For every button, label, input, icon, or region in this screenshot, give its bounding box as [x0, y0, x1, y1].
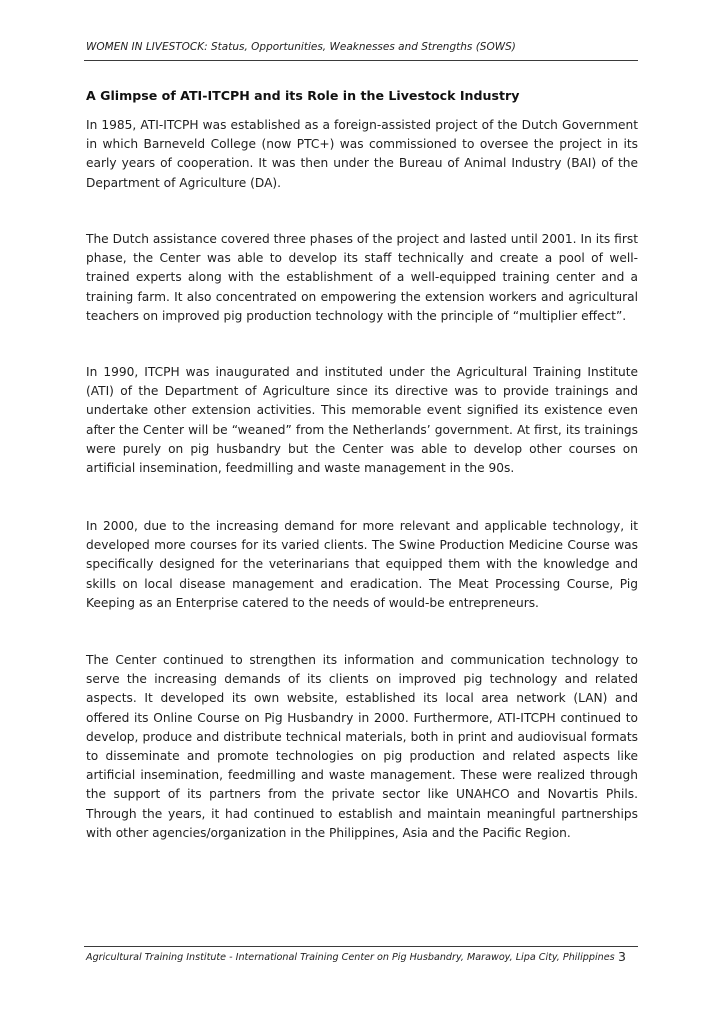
paragraph-dutch-assistance: The Dutch assistance covered three phases of the project and lasted until 2001. In its first phase, the Center was able to develop its staff technically and create a pool of well-trained experts along with the establishment of a well-equipped training center and a training farm. It also concentrated on empowering the extension workers and agricultural teachers on improved pig production technology with the principle of “multiplier effect”. — [86, 232, 638, 323]
running-header: WOMEN IN LIVESTOCK: Status, Opportunities, Weaknesses and Strengths (SOWS) — [86, 41, 516, 53]
footer-institution: Agricultural Training Institute - International Training Center on Pig Husbandry, Marawoy, Lipa City, Philippines — [86, 952, 615, 963]
paragraph-1985: In 1985, ATI-ITCPH was established as a foreign-assisted project of the Dutch Government in which Barneveld College (now PTC+) was commissioned to oversee the project in its early years of cooperation. It was then under the Bureau of Animal Industry (BAI) of the Department of Agriculture (DA). — [86, 118, 638, 190]
paragraph-1990: In 1990, ITCPH was inaugurated and instituted under the Agricultural Training Institute (ATI) of the Department of Agriculture since its directive was to provide trainings and undertake other extension activities. This memorable event signified its existence even after the Center will be “weaned” from the Netherlands’ government. At first, its trainings were purely on pig husbandry but the Center was able to develop other courses on artificial insemination, feedmilling and waste management in the 90s. — [86, 365, 638, 476]
section-heading: A Glimpse of ATI-ITCPH and its Role in the Livestock Industry — [86, 88, 520, 103]
paragraph-ict: The Center continued to strengthen its information and communication technology to serve the increasing demands of its clients on improved pig technology and related aspects. It developed its own website, established its local area network (LAN) and offered its Online Course on Pig Husbandry in 2000. Furthermore, ATI-ITCPH continued to develop, produce and distribute technical materials, both in print and audiovisual formats to disseminate and promote technologies on pig production and related aspects like artificial insemination, feedmilling and waste management. These were realized through the support of its partners from the private sector like UNAHCO and Novartis Phils. Through the years, it had continued to establish and maintain meaningful partnerships with other agencies/organization in the Philippines, Asia and the Pacific Region. — [86, 653, 638, 840]
footer-divider — [84, 946, 638, 947]
page-number: 3 — [618, 949, 626, 964]
header-divider — [84, 60, 638, 61]
paragraph-2000: In 2000, due to the increasing demand for more relevant and applicable technology, it developed more courses for its varied clients. The Swine Production Medicine Course was specifically designed for the veterinarians that equipped them with the knowledge and skills on local disease management and eradication. The Meat Processing Course, Pig Keeping as an Enterprise catered to the needs of would-be entrepreneurs. — [86, 519, 638, 610]
